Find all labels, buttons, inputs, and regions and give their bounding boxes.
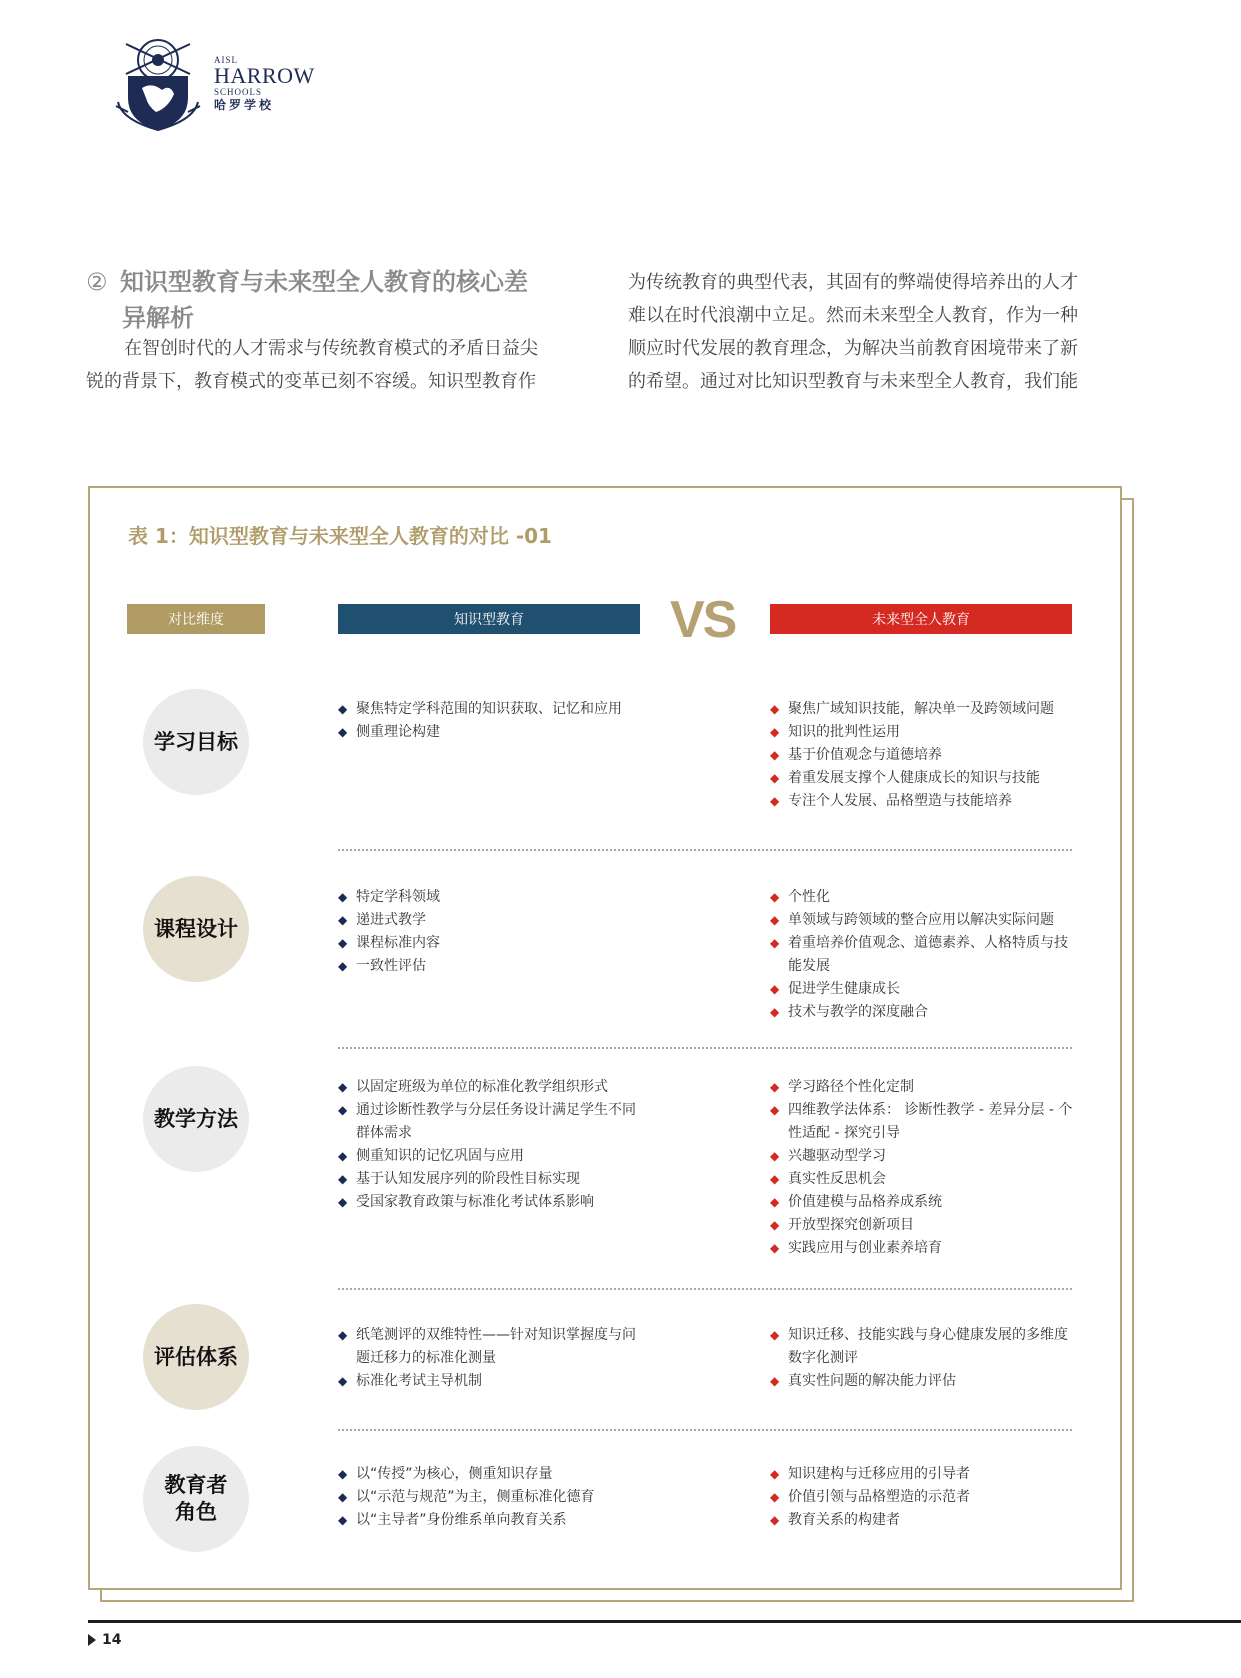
diamond-bullet-icon: ◆ <box>338 702 348 716</box>
list-item <box>770 886 1080 909</box>
item-text: 着重发展支撑个人健康成长的知识与技能 <box>788 770 1040 786</box>
diamond-bullet-icon: ◆ <box>770 702 780 716</box>
diamond-bullet-icon: ◆ <box>770 1467 780 1481</box>
list-item <box>338 698 648 721</box>
item-text: 促进学生健康成长 <box>788 981 900 997</box>
dimension-circle-curriculum-design <box>143 876 249 982</box>
list-item <box>338 1076 648 1099</box>
section-number: ② <box>86 268 108 296</box>
dimension-circle-assessment-system <box>143 1304 249 1410</box>
row-divider <box>338 1047 1072 1049</box>
diamond-bullet-icon: ◆ <box>770 1172 780 1186</box>
list-item <box>770 1099 1080 1145</box>
diamond-bullet-icon: ◆ <box>770 794 780 808</box>
dimension-circle-teaching-methods <box>143 1066 249 1172</box>
list-item <box>770 1191 1080 1214</box>
item-text: 以“传授”为核心，侧重知识存量 <box>356 1466 553 1482</box>
list-item <box>338 1463 648 1486</box>
vs-label: VS <box>670 591 736 649</box>
list-item <box>770 1463 1080 1486</box>
list-item <box>770 698 1080 721</box>
diamond-bullet-icon: ◆ <box>338 1080 348 1094</box>
list-item <box>770 1324 1080 1370</box>
dimension-label: 教育者 <box>164 1473 228 1497</box>
diamond-bullet-icon: ◆ <box>338 1513 348 1527</box>
diamond-bullet-icon: ◆ <box>338 959 348 973</box>
item-text: 聚焦广域知识技能，解决单一及跨领域问题 <box>788 701 1054 717</box>
dimension-label: 角色 <box>175 1500 217 1524</box>
comparison-table-frame <box>88 486 1122 1590</box>
item-text: 四维教学法体系： 诊断性教学 - 差异分层 - 个性适配 - 探究引导 <box>788 1102 1073 1141</box>
intro-paragraph-left <box>86 332 586 398</box>
diamond-bullet-icon: ◆ <box>770 1328 780 1342</box>
dimension-label: 课程设计 <box>154 916 238 941</box>
diamond-bullet-icon: ◆ <box>770 748 780 762</box>
logo-harrow: HARROW <box>214 63 315 88</box>
diamond-bullet-icon: ◆ <box>770 913 780 927</box>
diamond-bullet-icon: ◆ <box>770 1103 780 1117</box>
list-item <box>770 978 1080 1001</box>
diamond-bullet-icon: ◆ <box>770 1513 780 1527</box>
knowledge-list-assessment-system <box>338 1324 648 1393</box>
section-heading <box>86 264 586 336</box>
item-text: 单领域与跨领域的整合应用以解决实际问题 <box>788 912 1054 928</box>
logo-schools: SCHOOLS <box>214 87 263 97</box>
item-text: 价值引领与品格塑造的示范者 <box>788 1489 970 1505</box>
list-item <box>338 1486 648 1509</box>
diamond-bullet-icon: ◆ <box>770 1005 780 1019</box>
table-title: 表 1：知识型教育与未来型全人教育的对比 -01 <box>128 524 552 548</box>
item-text: 教育关系的构建者 <box>788 1512 900 1528</box>
item-text: 以“示范与规范”为主，侧重标准化德育 <box>356 1489 595 1505</box>
diamond-bullet-icon: ◆ <box>770 890 780 904</box>
diamond-bullet-icon: ◆ <box>338 913 348 927</box>
heading-line-2: 异解析 <box>122 304 194 332</box>
item-text: 知识建构与迁移应用的引导者 <box>788 1466 970 1482</box>
item-text: 着重培养价值观念、道德素养、人格特质与技能发展 <box>788 935 1068 974</box>
intro-line: 的希望。通过对比知识型教育与未来型全人教育，我们能 <box>628 371 1078 392</box>
item-text: 知识的批判性运用 <box>788 724 900 740</box>
list-item <box>770 1001 1080 1024</box>
diamond-bullet-icon: ◆ <box>338 1195 348 1209</box>
logo-aisl: AISL <box>214 55 238 65</box>
list-item <box>770 721 1080 744</box>
item-text: 真实性问题的解决能力评估 <box>788 1373 956 1389</box>
intro-line: 为传统教育的典型代表，其固有的弊端使得培养出的人才 <box>628 272 1078 293</box>
dimension-label: 教学方法 <box>154 1106 238 1131</box>
diamond-bullet-icon: ◆ <box>770 982 780 996</box>
diamond-bullet-icon: ◆ <box>338 936 348 950</box>
list-item <box>338 909 648 932</box>
crest-icon <box>112 36 204 132</box>
future-list-assessment-system <box>770 1324 1080 1393</box>
intro-line: 在智创时代的人才需求与传统教育模式的矛盾日益尖 <box>124 338 538 359</box>
row-divider <box>338 1429 1072 1431</box>
future-list-educator-role <box>770 1463 1080 1532</box>
diamond-bullet-icon: ◆ <box>338 1328 348 1342</box>
item-text: 通过诊断性教学与分层任务设计满足学生不同群体需求 <box>356 1102 636 1141</box>
item-text: 基于认知发展序列的阶段性目标实现 <box>356 1171 580 1187</box>
list-item <box>338 1509 648 1532</box>
diamond-bullet-icon: ◆ <box>770 1149 780 1163</box>
page-number <box>88 1632 121 1648</box>
list-item <box>338 886 648 909</box>
diamond-bullet-icon: ◆ <box>338 1172 348 1186</box>
dimension-label: 学习目标 <box>154 729 238 754</box>
intro-line: 难以在时代浪潮中立足。然而未来型全人教育，作为一种 <box>628 305 1078 326</box>
knowledge-list-curriculum-design <box>338 886 648 978</box>
future-list-teaching-methods <box>770 1076 1080 1260</box>
diamond-bullet-icon: ◆ <box>338 1490 348 1504</box>
row-divider <box>338 1288 1072 1290</box>
item-text: 实践应用与创业素养培育 <box>788 1240 942 1256</box>
item-text: 个性化 <box>788 889 830 905</box>
list-item <box>770 1509 1080 1532</box>
knowledge-list-teaching-methods <box>338 1076 648 1214</box>
diamond-bullet-icon: ◆ <box>770 725 780 739</box>
item-text: 一致性评估 <box>356 958 426 974</box>
item-text: 特定学科领域 <box>356 889 440 905</box>
item-text: 专注个人发展、品格塑造与技能培养 <box>788 793 1012 809</box>
diamond-bullet-icon: ◆ <box>338 1149 348 1163</box>
diamond-bullet-icon: ◆ <box>770 1490 780 1504</box>
dimension-circle-learning-goals <box>143 689 249 795</box>
item-text: 侧重知识的记忆巩固与应用 <box>356 1148 524 1164</box>
item-text: 学习路径个性化定制 <box>788 1079 914 1095</box>
header-dimension: 对比维度 <box>127 604 265 634</box>
school-logo <box>112 36 315 132</box>
list-item <box>770 1168 1080 1191</box>
header-future-education: 未来型全人教育 <box>770 604 1072 634</box>
footer-rule <box>88 1620 1241 1623</box>
intro-line: 锐的背景下，教育模式的变革已刻不容缓。知识型教育作 <box>86 371 536 392</box>
list-item <box>770 1370 1080 1393</box>
page-number-text: 14 <box>102 1632 122 1648</box>
header-knowledge-education: 知识型教育 <box>338 604 640 634</box>
logo-chinese: 哈罗学校 <box>214 98 275 112</box>
list-item <box>770 744 1080 767</box>
list-item <box>338 1099 648 1145</box>
list-item <box>338 1370 648 1393</box>
list-item <box>770 767 1080 790</box>
list-item <box>338 932 648 955</box>
list-item <box>338 1145 648 1168</box>
knowledge-list-learning-goals <box>338 698 648 744</box>
list-item <box>770 909 1080 932</box>
item-text: 技术与教学的深度融合 <box>788 1004 928 1020</box>
diamond-bullet-icon: ◆ <box>770 936 780 950</box>
dimension-label: 评估体系 <box>154 1344 238 1369</box>
diamond-bullet-icon: ◆ <box>770 1241 780 1255</box>
diamond-bullet-icon: ◆ <box>770 771 780 785</box>
knowledge-list-educator-role <box>338 1463 648 1532</box>
diamond-bullet-icon: ◆ <box>338 890 348 904</box>
diamond-bullet-icon: ◆ <box>770 1374 780 1388</box>
future-list-curriculum-design <box>770 886 1080 1024</box>
diamond-bullet-icon: ◆ <box>770 1080 780 1094</box>
list-item <box>770 932 1080 978</box>
item-text: 兴趣驱动型学习 <box>788 1148 886 1164</box>
list-item <box>338 1168 648 1191</box>
diamond-bullet-icon: ◆ <box>338 1103 348 1117</box>
list-item <box>338 955 648 978</box>
item-text: 受国家教育政策与标准化考试体系影响 <box>356 1194 594 1210</box>
dimension-circle-educator-role <box>143 1446 249 1552</box>
intro-line: 顺应时代发展的教育理念，为解决当前教育困境带来了新 <box>628 338 1078 359</box>
list-item <box>770 1145 1080 1168</box>
list-item <box>770 1237 1080 1260</box>
diamond-bullet-icon: ◆ <box>338 1467 348 1481</box>
item-text: 聚焦特定学科范围的知识获取、记忆和应用 <box>356 701 622 717</box>
diamond-bullet-icon: ◆ <box>338 725 348 739</box>
item-text: 基于价值观念与道德培养 <box>788 747 942 763</box>
item-text: 开放型探究创新项目 <box>788 1217 914 1233</box>
heading-line-1: 知识型教育与未来型全人教育的核心差 <box>120 268 528 296</box>
list-item <box>338 1191 648 1214</box>
item-text: 以“主导者”身份维系单向教育关系 <box>356 1512 567 1528</box>
triangle-right-icon <box>88 1634 96 1646</box>
intro-paragraph-right <box>628 266 1128 398</box>
item-text: 真实性反思机会 <box>788 1171 886 1187</box>
item-text: 纸笔测评的双维特性——针对知识掌握度与问题迁移力的标准化测量 <box>356 1327 636 1366</box>
list-item <box>770 1214 1080 1237</box>
item-text: 侧重理论构建 <box>356 724 440 740</box>
future-list-learning-goals <box>770 698 1080 813</box>
diamond-bullet-icon: ◆ <box>338 1374 348 1388</box>
item-text: 价值建模与品格养成系统 <box>788 1194 942 1210</box>
list-item <box>770 790 1080 813</box>
row-divider <box>338 849 1072 851</box>
diamond-bullet-icon: ◆ <box>770 1218 780 1232</box>
list-item <box>338 1324 648 1370</box>
list-item <box>770 1076 1080 1099</box>
item-text: 以固定班级为单位的标准化教学组织形式 <box>356 1079 608 1095</box>
diamond-bullet-icon: ◆ <box>770 1195 780 1209</box>
list-item <box>338 721 648 744</box>
item-text: 知识迁移、技能实践与身心健康发展的多维度数字化测评 <box>788 1327 1068 1366</box>
item-text: 递进式教学 <box>356 912 426 928</box>
list-item <box>770 1486 1080 1509</box>
item-text: 标准化考试主导机制 <box>356 1373 482 1389</box>
item-text: 课程标准内容 <box>356 935 440 951</box>
logo-text <box>214 55 315 113</box>
